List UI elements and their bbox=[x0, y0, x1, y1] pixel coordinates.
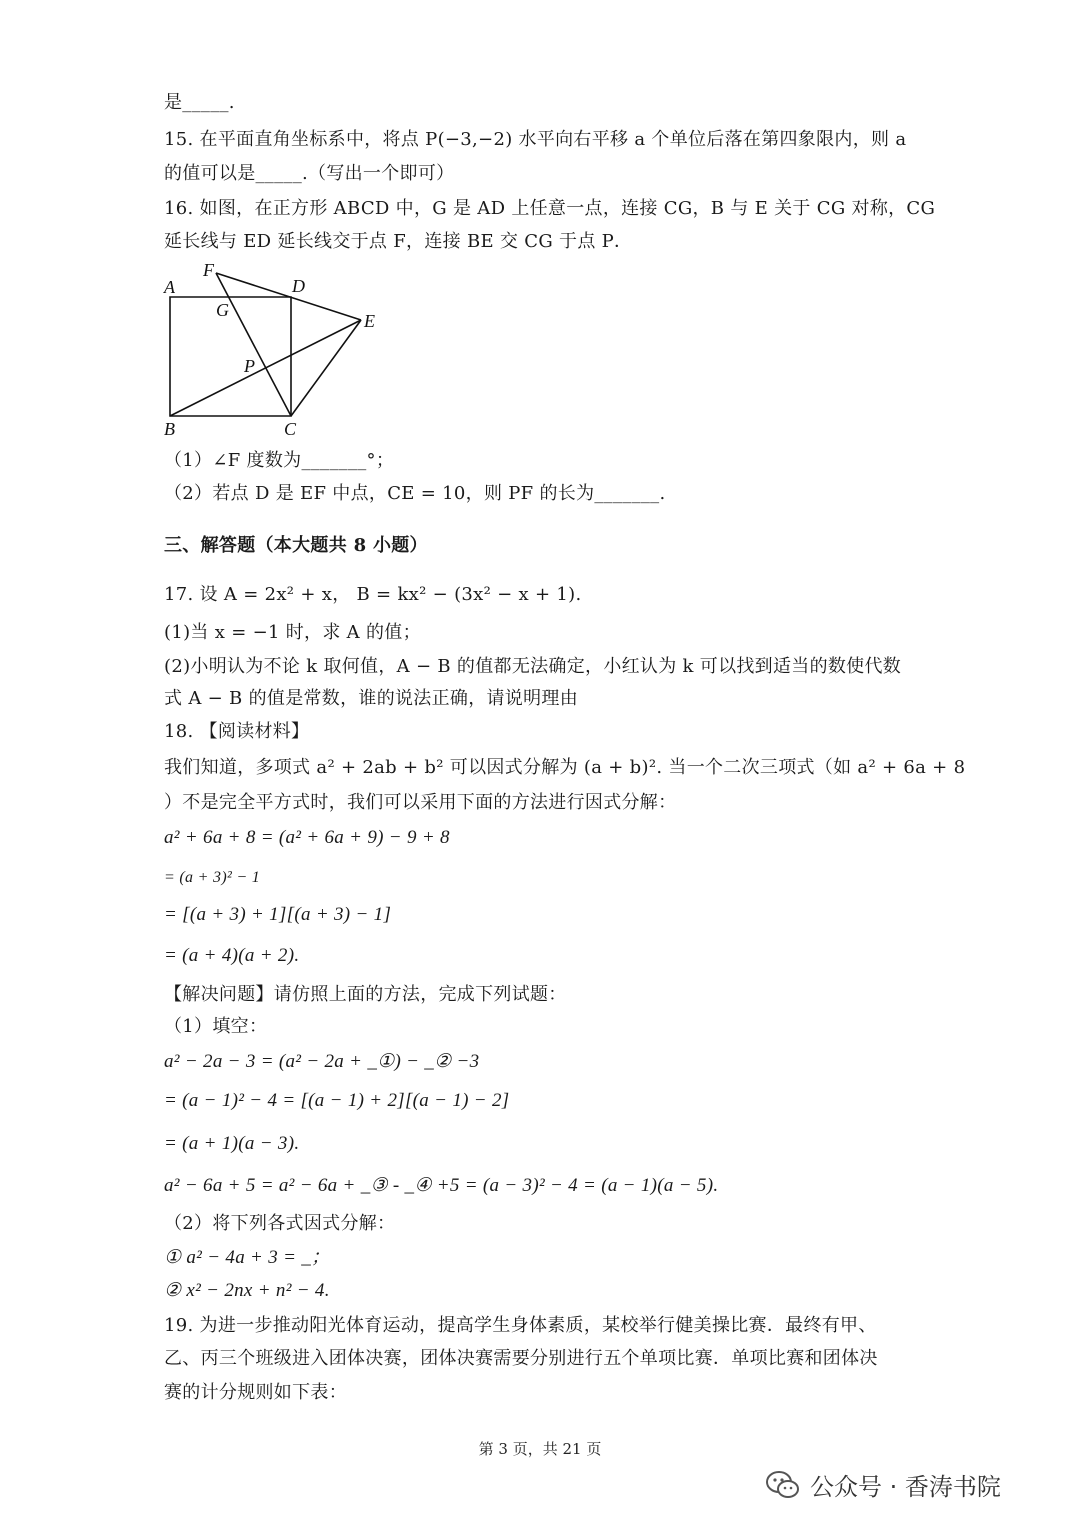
label-B: B bbox=[164, 419, 175, 439]
segment-be bbox=[170, 320, 361, 416]
q18-fill-4: a² − 6a + 5 = a² − 6a + _③ - _④ +5 = (a − 3)² − 4 = (a − 1)(a − 5). bbox=[164, 1175, 719, 1196]
q16-part-2: （2）若点 D 是 EF 中点，CE = 10，则 PF 的长为_______. bbox=[164, 483, 666, 504]
q19-line-1: 19. 为进一步推动阳光体育运动，提高学生身体素质，某校举行健美操比赛．最终有甲、 bbox=[164, 1315, 877, 1336]
q16-line-1: 16. 如图，在正方形 ABCD 中，G 是 AD 上任意一点，连接 CG，B 与 E 关于 CG 对称，CG bbox=[164, 198, 936, 219]
q18-part-2-item-2: ② x² − 2nx + n² − 4. bbox=[164, 1280, 330, 1301]
q18-material-2: ）不是完全平方式时，我们可以采用下面的方法进行因式分解： bbox=[164, 792, 677, 813]
q18-step-2: = (a + 3)² − 1 bbox=[164, 869, 261, 886]
page-footer: 第 3 页，共 21 页 bbox=[478, 1440, 602, 1458]
wechat-icon bbox=[766, 1470, 800, 1500]
q18-part-2-item-1: ① a² − 4a + 3 = _； bbox=[164, 1247, 331, 1268]
q18-step-3: = [(a + 3) + 1][(a + 3) − 1] bbox=[164, 904, 392, 925]
q19-line-3: 赛的计分规则如下表： bbox=[164, 1382, 347, 1403]
watermark-text: 公众号 · 香涛书院 bbox=[810, 1473, 1001, 1501]
q18-fill-3: = (a + 1)(a − 3). bbox=[164, 1133, 300, 1154]
q16-line-2: 延长线与 ED 延长线交于点 F，连接 BE 交 CG 于点 P． bbox=[164, 231, 633, 252]
line-tail: 是_____. bbox=[164, 92, 235, 113]
square-abcd bbox=[170, 297, 291, 416]
q18-step-1: a² + 6a + 8 = (a² + 6a + 9) − 9 + 8 bbox=[164, 827, 450, 848]
q15-line-2: 的值可以是_____.（写出一个即可） bbox=[164, 163, 455, 184]
label-E: E bbox=[364, 311, 375, 331]
q17-stem: 17. 设 A = 2x² + x， B = kx² − (3x² − x + 1). bbox=[164, 584, 582, 605]
q17-part-2-line-2: 式 A − B 的值是常数，谁的说法正确，请说明理由 bbox=[164, 688, 578, 709]
q18-fill-1: a² − 2a − 3 = (a² − 2a + _①) − _② −3 bbox=[164, 1051, 480, 1072]
q18-fill-2: = (a − 1)² − 4 = [(a − 1) + 2][(a − 1) − 2] bbox=[164, 1090, 510, 1111]
q19-line-2: 乙、丙三个班级进入团体决赛，团体决赛需要分别进行五个单项比赛．单项比赛和团体决 bbox=[164, 1348, 878, 1369]
geometry-figure bbox=[158, 260, 398, 445]
section-heading: 三、解答题（本大题共 8 小题） bbox=[164, 535, 428, 556]
label-G: G bbox=[216, 300, 229, 320]
q18-title: 18. 【阅读材料】 bbox=[164, 721, 310, 742]
q18-solve-intro: 【解决问题】请仿照上面的方法，完成下列试题： bbox=[164, 984, 567, 1005]
label-D: D bbox=[292, 276, 305, 296]
q17-part-2-line-1: (2)小明认为不论 k 取何值，A − B 的值都无法确定，小红认为 k 可以找到适当的数使代数 bbox=[164, 656, 902, 677]
label-A: A bbox=[164, 277, 175, 297]
q18-step-4: = (a + 4)(a + 2). bbox=[164, 945, 300, 966]
label-C: C bbox=[284, 419, 297, 439]
q18-fill-label: （1）填空： bbox=[164, 1016, 268, 1037]
watermark bbox=[766, 1467, 1001, 1502]
segment-ce bbox=[291, 320, 361, 416]
label-F: F bbox=[203, 260, 214, 280]
q18-material-1: 我们知道，多项式 a² + 2ab + b² 可以因式分解为 (a + b)². 当一个二次三项式（如 a² + 6a + 8 bbox=[164, 757, 966, 778]
label-P: P bbox=[244, 356, 255, 376]
q16-part-1: （1）∠F 度数为_______°； bbox=[164, 450, 395, 471]
q17-part-1: (1)当 x = −1 时，求 A 的值； bbox=[164, 622, 421, 643]
q18-part-2: （2）将下列各式因式分解： bbox=[164, 1213, 396, 1234]
q15-line-1: 15. 在平面直角坐标系中，将点 P(−3,−2) 水平向右平移 a 个单位后落在第四象限内，则 a bbox=[164, 129, 907, 150]
